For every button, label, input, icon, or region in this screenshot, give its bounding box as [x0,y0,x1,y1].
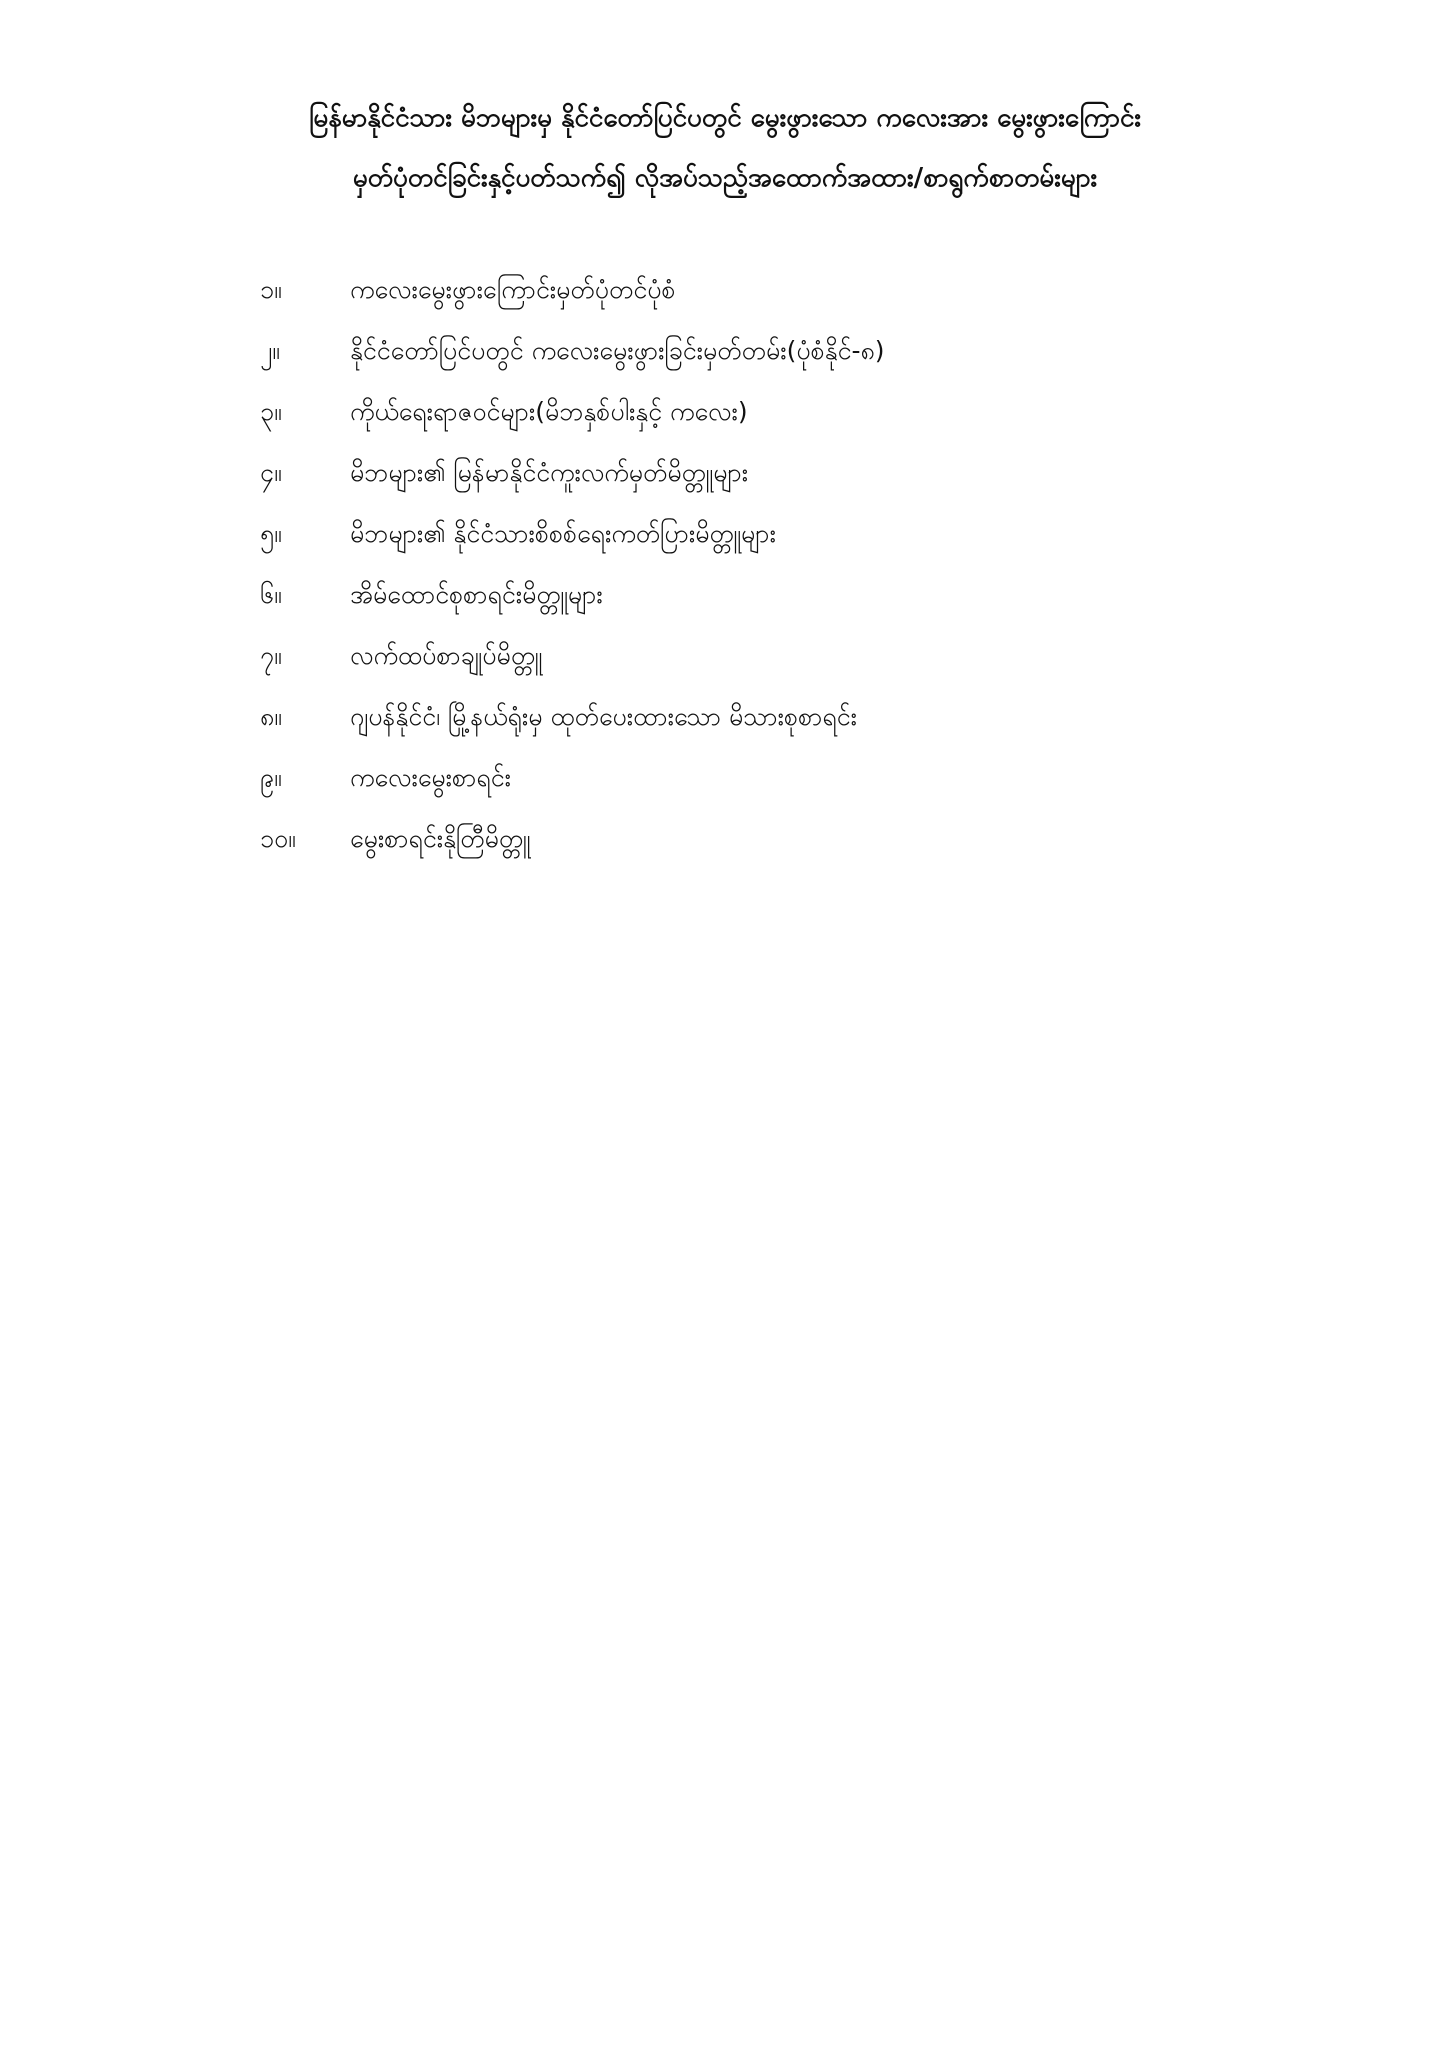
item-text: ကလေးမွေးစာရင်း [350,763,511,792]
item-number: ၉။ [260,763,282,792]
list-item [260,506,1260,567]
list-item [260,750,1260,811]
list-item [260,689,1260,750]
item-text: အိမ်ထောင်စုစာရင်းမိတ္တူများ [350,580,603,609]
list-item [260,445,1260,506]
item-number: ၇။ [260,641,282,670]
item-number: ၂။ [260,336,280,365]
title-line-1: မြန်မာနိုင်ငံသား မိဘများမှ နိုင်ငံတော်ပြင်ပတွင် မွေးဖွားသော ကလေးအား မွေးဖွားကြောင်း [309,103,1141,133]
item-number: ၆။ [260,580,282,609]
requirements-list [260,262,1260,872]
item-text: လက်ထပ်စာချုပ်မိတ္တူ [350,641,543,670]
list-item [260,384,1260,445]
item-number: ၁၀။ [260,824,296,853]
item-text: မွေးစာရင်းနိုတြီမိတ္တူ [350,824,531,853]
list-item [260,567,1260,628]
item-text: ကိုယ်ရေးရာဇဝင်များ(မိဘနှစ်ပါးနှင့် ကလေး) [350,397,748,426]
list-item [260,323,1260,384]
item-text: ကလေးမွေးဖွားကြောင်းမှတ်ပုံတင်ပုံစံ [350,275,676,304]
list-item [260,811,1260,872]
document-title [150,88,1300,208]
item-number: ၈။ [260,702,282,731]
item-text: မိဘများ၏ မြန်မာနိုင်ငံကူးလက်မှတ်မိတ္တူများ [350,458,749,487]
item-number: ၃။ [260,397,282,426]
item-text: နိုင်ငံတော်ပြင်ပတွင် ကလေးမွေးဖွားခြင်းမှတ်တမ်း(ပုံစံနိုင်-၈) [350,336,885,365]
item-text: ဂျပန်နိုင်ငံ၊ မြို့နယ်ရုံးမှ ထုတ်ပေးထားသော မိသားစုစာရင်း [350,702,857,731]
title-line-2: မှတ်ပုံတင်ခြင်းနှင့်ပတ်သက်၍ လိုအပ်သည့်အထောက်အထား/စာရွက်စာတမ်းများ [352,163,1098,193]
list-item [260,262,1260,323]
item-number: ၁။ [260,275,282,304]
item-text: မိဘများ၏ နိုင်ငံသားစိစစ်ရေးကတ်ပြားမိတ္တူများ [350,519,776,548]
item-number: ၅။ [260,519,282,548]
list-item [260,628,1260,689]
item-number: ၄။ [260,458,282,487]
